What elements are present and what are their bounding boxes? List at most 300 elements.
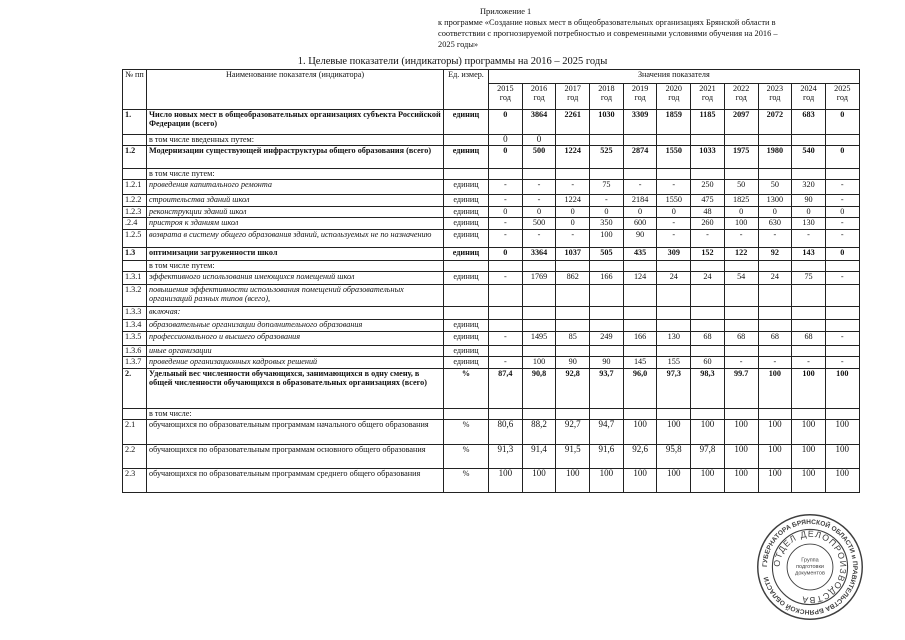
row-value xyxy=(825,135,859,146)
row-value: 90 xyxy=(792,195,826,207)
row-value xyxy=(657,320,691,332)
row-value: 1185 xyxy=(691,110,725,135)
row-unit: единиц xyxy=(444,218,489,230)
row-value: - xyxy=(825,180,859,195)
header-year xyxy=(825,84,859,110)
row-number: 2.3 xyxy=(123,469,147,493)
row-value xyxy=(623,307,657,320)
row-value: 630 xyxy=(758,218,792,230)
row-value: 100 xyxy=(590,230,624,248)
row-value: 1550 xyxy=(657,146,691,169)
appendix-line: 2025 годы» xyxy=(438,40,479,49)
appendix-line: к программе «Создание новых мест в общеобразовательных организациях Брянской области в xyxy=(438,18,776,27)
row-value xyxy=(489,320,523,332)
header-year-suffix: год xyxy=(769,93,781,102)
header-year-value: 2016 xyxy=(530,84,548,93)
row-value xyxy=(691,285,725,307)
row-value xyxy=(623,409,657,420)
row-value: - xyxy=(522,195,556,207)
row-value: 97,3 xyxy=(657,369,691,409)
header-num: № пп xyxy=(123,70,147,110)
row-number xyxy=(123,261,147,272)
row-value: 250 xyxy=(691,180,725,195)
row-value: 122 xyxy=(724,248,758,261)
row-value: 100 xyxy=(758,469,792,493)
row-value xyxy=(590,346,624,357)
appendix-line: соответствии с прогнозируемой потребностью и современными условиями обучения на 2016 – xyxy=(438,29,778,38)
stamp-inner-line: документов xyxy=(795,570,825,577)
header-year xyxy=(758,84,792,110)
row-value: 0 xyxy=(825,146,859,169)
row-name: повышения эффективности использования помещений образовательных организаций разных типов (всего), xyxy=(147,285,444,307)
row-value: 1224 xyxy=(556,195,590,207)
row-value: 100 xyxy=(758,445,792,469)
header-year-suffix: год xyxy=(701,93,714,102)
row-value: 1859 xyxy=(657,110,691,135)
row-value xyxy=(623,261,657,272)
row-value: 80,6 xyxy=(489,420,523,445)
table-row xyxy=(123,320,860,332)
row-number xyxy=(123,169,147,180)
row-number: 1.3.2 xyxy=(123,285,147,307)
row-value: 68 xyxy=(691,332,725,346)
row-value: 87,4 xyxy=(489,369,523,409)
row-value xyxy=(522,346,556,357)
row-value: 100 xyxy=(758,369,792,409)
header-year xyxy=(590,84,624,110)
row-value xyxy=(556,135,590,146)
row-value xyxy=(825,307,859,320)
row-number xyxy=(123,135,147,146)
row-number: 2.2 xyxy=(123,445,147,469)
row-value: 2097 xyxy=(724,110,758,135)
row-unit: единиц xyxy=(444,248,489,261)
table-row xyxy=(123,169,860,180)
row-value xyxy=(825,320,859,332)
row-value: - xyxy=(724,230,758,248)
row-value: 1300 xyxy=(758,195,792,207)
row-value: - xyxy=(522,230,556,248)
row-value xyxy=(489,409,523,420)
row-unit: единиц xyxy=(444,357,489,369)
row-value: 100 xyxy=(724,218,758,230)
table-row xyxy=(123,218,860,230)
row-unit: % xyxy=(444,420,489,445)
header-year-value: 2018 xyxy=(598,84,615,93)
row-unit xyxy=(444,285,489,307)
row-value xyxy=(590,135,624,146)
row-name: профессионального и высшего образования xyxy=(147,332,444,346)
row-value: 95,8 xyxy=(657,445,691,469)
row-value xyxy=(556,307,590,320)
row-value xyxy=(590,409,624,420)
row-value xyxy=(691,320,725,332)
row-value xyxy=(657,346,691,357)
row-value: 100 xyxy=(522,469,556,493)
row-value: - xyxy=(825,195,859,207)
row-name: строительства зданий школ xyxy=(147,195,444,207)
row-value xyxy=(724,346,758,357)
table-row xyxy=(123,420,860,445)
table-row xyxy=(123,272,860,285)
row-value xyxy=(825,169,859,180)
appendix-title: Приложение 1 xyxy=(480,7,532,16)
row-value xyxy=(489,261,523,272)
table-row xyxy=(123,469,860,493)
row-value xyxy=(758,169,792,180)
row-value: 100 xyxy=(556,469,590,493)
row-unit: единиц xyxy=(444,272,489,285)
table-row xyxy=(123,369,860,409)
row-value: 100 xyxy=(825,369,859,409)
row-value xyxy=(792,169,826,180)
row-name: обучающихся по образовательным программам основного общего образования xyxy=(147,445,444,469)
row-value: 100 xyxy=(691,469,725,493)
row-value: 505 xyxy=(590,248,624,261)
row-value: - xyxy=(792,230,826,248)
header-year-value: 2020 xyxy=(665,84,682,93)
row-name: проведения капитального ремонта xyxy=(147,180,444,195)
header-year xyxy=(691,84,725,110)
row-value: 540 xyxy=(792,146,826,169)
header-year-suffix: год xyxy=(634,93,646,102)
row-value: 0 xyxy=(556,207,590,218)
row-value: - xyxy=(758,230,792,248)
table-row xyxy=(123,230,860,248)
row-value: 100 xyxy=(724,420,758,445)
row-value: 475 xyxy=(691,195,725,207)
row-name: включая: xyxy=(147,307,444,320)
header-year-suffix: год xyxy=(533,93,545,102)
row-value: 0 xyxy=(489,248,523,261)
row-value: 0 xyxy=(522,207,556,218)
row-value: 1495 xyxy=(522,332,556,346)
row-value: 1030 xyxy=(590,110,624,135)
row-unit: единиц xyxy=(444,180,489,195)
row-number xyxy=(123,409,147,420)
row-value: 91,5 xyxy=(556,445,590,469)
table-row xyxy=(123,307,860,320)
row-value: 90,8 xyxy=(522,369,556,409)
row-value xyxy=(724,320,758,332)
row-value xyxy=(758,409,792,420)
row-value: - xyxy=(489,195,523,207)
row-value xyxy=(590,261,624,272)
row-name: эффективного использования имеющихся помещений школ xyxy=(147,272,444,285)
row-value xyxy=(556,320,590,332)
row-value: - xyxy=(489,272,523,285)
row-value xyxy=(489,307,523,320)
row-value: 100 xyxy=(792,445,826,469)
row-value: 24 xyxy=(758,272,792,285)
header-year xyxy=(556,84,590,110)
row-value xyxy=(522,285,556,307)
row-value: - xyxy=(657,230,691,248)
row-value: - xyxy=(825,218,859,230)
row-value: 309 xyxy=(657,248,691,261)
row-unit: % xyxy=(444,469,489,493)
row-value: 100 xyxy=(792,469,826,493)
row-value: - xyxy=(489,218,523,230)
header-year xyxy=(724,84,758,110)
row-value: - xyxy=(489,357,523,369)
stamp-outer-text: ГУБЕРНАТОРА БРЯНСКОЙ ОБЛАСТИ и ПРАВИТЕЛЬСТВА БРЯНСКОЙ ОБЛАСТИ xyxy=(761,518,859,616)
row-value: 90 xyxy=(590,357,624,369)
row-value xyxy=(590,307,624,320)
row-value xyxy=(522,307,556,320)
row-value: 3364 xyxy=(522,248,556,261)
row-value: 100 xyxy=(825,445,859,469)
row-value: - xyxy=(489,230,523,248)
row-value: 0 xyxy=(657,207,691,218)
row-value: 143 xyxy=(792,248,826,261)
header-year-value: 2021 xyxy=(699,84,716,93)
row-value: 1037 xyxy=(556,248,590,261)
row-value: 130 xyxy=(792,218,826,230)
table-row xyxy=(123,445,860,469)
row-value: 100 xyxy=(623,469,657,493)
table-row xyxy=(123,195,860,207)
row-value: 48 xyxy=(691,207,725,218)
row-value xyxy=(489,169,523,180)
row-number: 1.3.7 xyxy=(123,357,147,369)
row-value: 0 xyxy=(590,207,624,218)
row-value: 0 xyxy=(724,207,758,218)
row-value: 90 xyxy=(623,230,657,248)
row-name: иные организации xyxy=(147,346,444,357)
header-values: Значения показателя xyxy=(489,70,860,84)
row-value: 1980 xyxy=(758,146,792,169)
row-name: возврата в систему общего образования зданий, используемых не по назначению xyxy=(147,230,444,248)
row-value xyxy=(522,409,556,420)
row-unit xyxy=(444,307,489,320)
header-year-value: 2023 xyxy=(766,84,784,93)
row-value: 0 xyxy=(758,207,792,218)
row-value: - xyxy=(825,357,859,369)
row-value xyxy=(657,285,691,307)
header-year-value: 2025 xyxy=(834,84,851,93)
row-value: - xyxy=(691,230,725,248)
header-year-value: 2015 xyxy=(497,84,514,93)
row-name: оптимизации загруженности школ xyxy=(147,248,444,261)
row-value: 0 xyxy=(522,135,556,146)
row-value: 92,6 xyxy=(623,445,657,469)
row-value: 96,0 xyxy=(623,369,657,409)
row-number: 1.2.1 xyxy=(123,180,147,195)
row-value: 98,3 xyxy=(691,369,725,409)
row-value xyxy=(657,409,691,420)
row-name: образовательные организации дополнительного образования xyxy=(147,320,444,332)
table-row xyxy=(123,207,860,218)
row-value xyxy=(657,307,691,320)
row-value: 525 xyxy=(590,146,624,169)
row-value: 100 xyxy=(657,469,691,493)
row-value: 68 xyxy=(792,332,826,346)
row-unit xyxy=(444,261,489,272)
row-name: обучающихся по образовательным программам начального общего образования xyxy=(147,420,444,445)
row-value: 350 xyxy=(590,218,624,230)
row-value xyxy=(724,409,758,420)
row-value: 88,2 xyxy=(522,420,556,445)
row-value xyxy=(758,307,792,320)
row-value xyxy=(623,285,657,307)
row-value: 97,8 xyxy=(691,445,725,469)
row-unit: % xyxy=(444,445,489,469)
row-value: - xyxy=(825,272,859,285)
row-value: 100 xyxy=(792,369,826,409)
row-value xyxy=(623,346,657,357)
row-number: 1.3.1 xyxy=(123,272,147,285)
row-value xyxy=(489,285,523,307)
row-value: 91,6 xyxy=(590,445,624,469)
row-value: 100 xyxy=(522,357,556,369)
row-value xyxy=(724,285,758,307)
row-value: 75 xyxy=(792,272,826,285)
row-value: 91,4 xyxy=(522,445,556,469)
row-value: 90 xyxy=(556,357,590,369)
row-value: 94,7 xyxy=(590,420,624,445)
row-value xyxy=(758,135,792,146)
row-value: 260 xyxy=(691,218,725,230)
row-value: 100 xyxy=(489,469,523,493)
row-value: - xyxy=(825,332,859,346)
row-value xyxy=(489,346,523,357)
row-number: 2. xyxy=(123,369,147,409)
row-number: 1.2.3 xyxy=(123,207,147,218)
row-value: 1224 xyxy=(556,146,590,169)
row-value: 166 xyxy=(623,332,657,346)
row-value xyxy=(691,307,725,320)
header-year-suffix: год xyxy=(802,93,815,102)
row-value: 2184 xyxy=(623,195,657,207)
header-year-value: 2017 xyxy=(564,84,581,93)
row-value: - xyxy=(623,180,657,195)
row-value: 862 xyxy=(556,272,590,285)
row-value: 100 xyxy=(724,445,758,469)
row-value: 2874 xyxy=(623,146,657,169)
row-value: 2261 xyxy=(556,110,590,135)
row-value xyxy=(825,346,859,357)
row-value: 85 xyxy=(556,332,590,346)
row-value: 100 xyxy=(623,420,657,445)
row-unit: единиц xyxy=(444,230,489,248)
row-unit: единиц xyxy=(444,346,489,357)
row-value: - xyxy=(657,180,691,195)
row-value: 500 xyxy=(522,146,556,169)
row-value xyxy=(758,261,792,272)
row-value: 0 xyxy=(825,248,859,261)
row-value xyxy=(758,285,792,307)
row-value xyxy=(724,169,758,180)
header-unit: Ед. измер. xyxy=(444,70,489,110)
row-value: 91,3 xyxy=(489,445,523,469)
row-unit xyxy=(444,135,489,146)
header-name: Наименование показателя (индикатора) xyxy=(147,70,444,110)
row-value: 145 xyxy=(623,357,657,369)
header-year-suffix: год xyxy=(836,93,848,102)
row-value xyxy=(792,261,826,272)
row-value xyxy=(556,285,590,307)
row-number: 2.1 xyxy=(123,420,147,445)
table-row xyxy=(123,135,860,146)
row-name: в том числе: xyxy=(147,409,444,420)
row-value xyxy=(623,320,657,332)
header-year xyxy=(623,84,657,110)
row-value xyxy=(792,320,826,332)
row-name: пристроя к зданиям школ xyxy=(147,218,444,230)
header-year-value: 2024 xyxy=(800,84,817,93)
row-value xyxy=(657,169,691,180)
header-year xyxy=(489,84,523,110)
row-value xyxy=(522,261,556,272)
row-value xyxy=(590,285,624,307)
header-year-suffix: год xyxy=(499,93,511,102)
row-value: 0 xyxy=(489,146,523,169)
row-value: 3309 xyxy=(623,110,657,135)
row-value xyxy=(792,346,826,357)
row-name: проведение организационных кадровых решений xyxy=(147,357,444,369)
row-value xyxy=(522,169,556,180)
row-name: реконструкции зданий школ xyxy=(147,207,444,218)
row-value: 100 xyxy=(590,469,624,493)
row-value xyxy=(556,346,590,357)
row-value: - xyxy=(724,357,758,369)
row-value: - xyxy=(489,180,523,195)
row-value xyxy=(758,346,792,357)
row-value xyxy=(691,346,725,357)
row-value xyxy=(623,169,657,180)
row-value: 130 xyxy=(657,332,691,346)
row-value: 68 xyxy=(758,332,792,346)
row-name: Удельный вес численности обучающихся, занимающихся в одну смену, в общей численности обучающихся в образовательных организациях (всего) xyxy=(147,369,444,409)
row-value: 1033 xyxy=(691,146,725,169)
row-value: 2072 xyxy=(758,110,792,135)
row-value: - xyxy=(590,195,624,207)
row-value xyxy=(556,409,590,420)
header-year-suffix: год xyxy=(735,93,747,102)
row-value: - xyxy=(489,332,523,346)
row-name: Число новых мест в общеобразовательных организациях субъекта Российской Федерации (всего) xyxy=(147,110,444,135)
header-year-suffix: год xyxy=(668,93,680,102)
table-caption: 1. Целевые показатели (индикаторы) программы на 2016 – 2025 годы xyxy=(297,56,608,67)
row-value: 500 xyxy=(522,218,556,230)
row-name: в том числе введенных путем: xyxy=(147,135,444,146)
row-value xyxy=(792,135,826,146)
row-number: 1.3.5 xyxy=(123,332,147,346)
row-unit: единиц xyxy=(444,146,489,169)
row-value xyxy=(657,261,691,272)
row-value: 0 xyxy=(556,218,590,230)
row-value xyxy=(691,409,725,420)
row-value: 100 xyxy=(792,420,826,445)
row-value: 100 xyxy=(657,420,691,445)
row-value xyxy=(590,169,624,180)
row-name: в том числе путем: xyxy=(147,169,444,180)
row-value xyxy=(792,409,826,420)
row-value: 3864 xyxy=(522,110,556,135)
row-value: 60 xyxy=(691,357,725,369)
row-number: 1.3.3 xyxy=(123,307,147,320)
row-value xyxy=(724,307,758,320)
row-value: 100 xyxy=(825,469,859,493)
row-value: 600 xyxy=(623,218,657,230)
table-row xyxy=(123,146,860,169)
row-value: 100 xyxy=(724,469,758,493)
row-value: 24 xyxy=(691,272,725,285)
row-value xyxy=(623,135,657,146)
row-value: 100 xyxy=(758,420,792,445)
row-number: 1.3.4 xyxy=(123,320,147,332)
